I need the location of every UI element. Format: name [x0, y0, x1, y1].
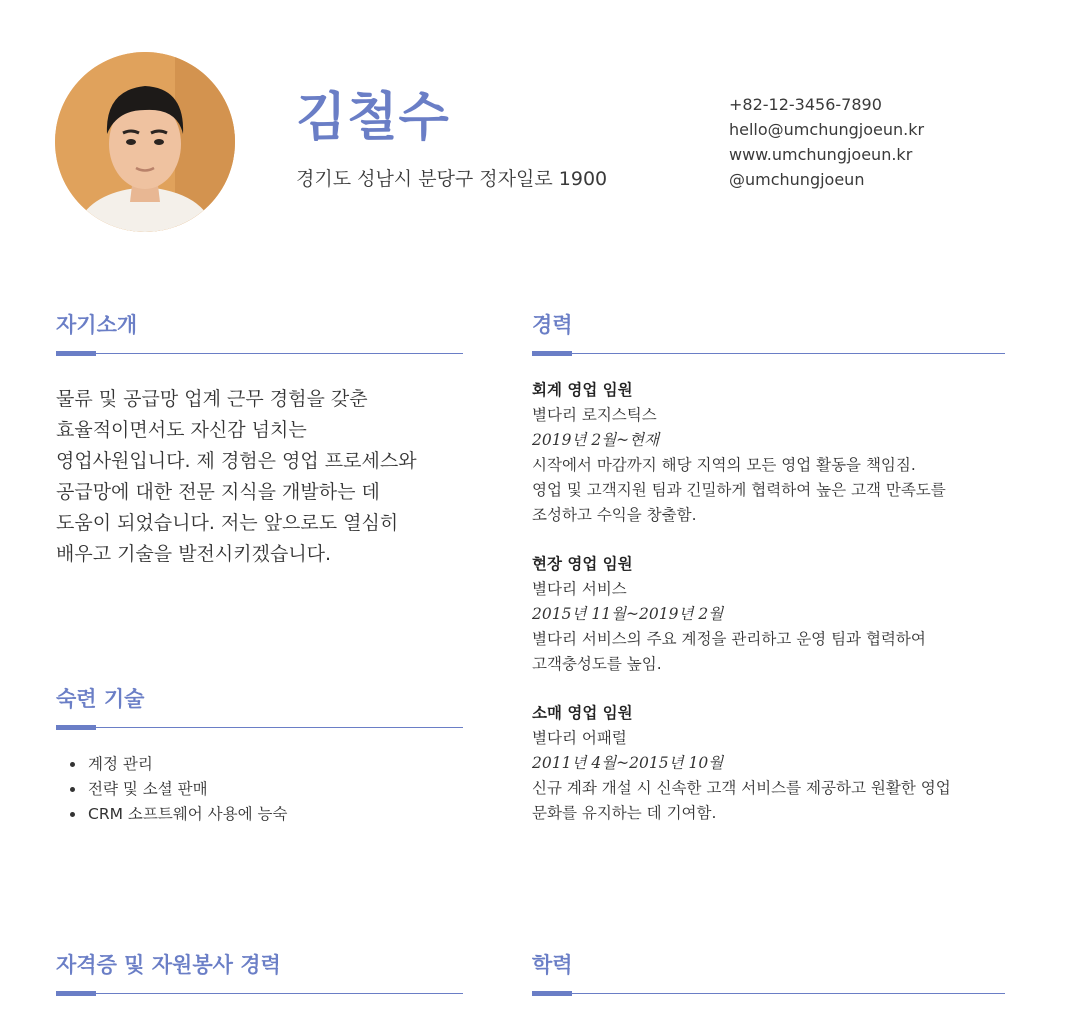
intro-line: 도움이 되었습니다. 저는 앞으로도 열심히	[56, 512, 399, 534]
contact-social: @umchungjoeun	[729, 170, 865, 189]
experience-title: 경력	[532, 313, 573, 337]
intro-line: 물류 및 공급망 업계 근무 경험을 갖춘	[56, 388, 368, 410]
candidate-address: 경기도 성남시 분당구 정자일로 1900	[296, 168, 608, 190]
intro-line: 영업사원입니다. 제 경험은 영업 프로세스와	[56, 450, 417, 472]
contact-phone: +82-12-3456-7890	[729, 95, 882, 114]
section-divider	[56, 724, 463, 730]
job-period: 2015년 11월~2019년 2월	[532, 605, 724, 623]
job-description	[532, 627, 1002, 677]
candidate-name: 김철수	[296, 88, 450, 148]
job-desc-line: 조성하고 수익을 창출함.	[532, 506, 697, 524]
job-title: 회계 영업 임원	[532, 381, 633, 399]
skills-section	[56, 684, 463, 827]
section-divider	[532, 990, 1005, 996]
intro-line: 효율적이면서도 자신감 넘치는	[56, 419, 307, 441]
section-divider	[56, 350, 463, 356]
job-entry	[532, 378, 1005, 528]
contact-website: www.umchungjoeun.kr	[729, 145, 913, 164]
job-desc-line: 별다리 서비스의 주요 계정을 관리하고 운영 팀과 협력하여	[532, 630, 926, 648]
job-company: 별다리 어패럴	[532, 729, 627, 747]
job-title: 소매 영업 임원	[532, 704, 633, 722]
job-desc-line: 문화를 유지하는 데 기여함.	[532, 804, 717, 822]
job-desc-line: 시작에서 마감까지 해당 지역의 모든 영업 활동을 책임짐.	[532, 456, 916, 474]
job-period: 2019년 2월~현재	[532, 431, 660, 449]
certifications-title: 자격증 및 자원봉사 경력	[56, 953, 281, 977]
contact-email: hello@umchungjoeun.kr	[729, 120, 925, 139]
job-company: 별다리 로지스틱스	[532, 406, 657, 424]
intro-title: 자기소개	[56, 313, 138, 337]
contact-info	[729, 92, 924, 192]
intro-section	[56, 310, 463, 570]
job-title: 현장 영업 임원	[532, 555, 633, 573]
section-divider	[56, 990, 463, 996]
profile-photo	[55, 52, 235, 232]
intro-body	[56, 384, 456, 570]
job-entry	[532, 701, 1005, 826]
skill-item: • 계정 관리	[86, 752, 463, 777]
portrait-illustration	[55, 52, 235, 232]
skills-list	[56, 752, 463, 827]
intro-line: 공급망에 대한 전문 지식을 개발하는 데	[56, 481, 380, 503]
section-divider	[532, 350, 1005, 356]
job-entry	[532, 552, 1005, 677]
skill-item: • 전략 및 소셜 판매	[86, 777, 463, 802]
job-description	[532, 453, 1002, 528]
job-description	[532, 776, 1002, 826]
experience-section	[532, 310, 1005, 826]
job-desc-line: 신규 계좌 개설 시 신속한 고객 서비스를 제공하고 원활한 영업	[532, 779, 951, 797]
skills-title: 숙련 기술	[56, 687, 145, 711]
education-section	[532, 950, 1005, 996]
job-period: 2011년 4월~2015년 10월	[532, 754, 724, 772]
job-company: 별다리 서비스	[532, 580, 627, 598]
intro-line: 배우고 기술을 발전시키겠습니다.	[56, 543, 332, 565]
education-title: 학력	[532, 953, 573, 977]
skill-item: • CRM 소프트웨어 사용에 능숙	[86, 802, 463, 827]
job-desc-line: 영업 및 고객지원 팀과 긴밀하게 협력하여 높은 고객 만족도를	[532, 481, 946, 499]
job-desc-line: 고객충성도를 높임.	[532, 655, 662, 673]
certifications-section	[56, 950, 463, 996]
